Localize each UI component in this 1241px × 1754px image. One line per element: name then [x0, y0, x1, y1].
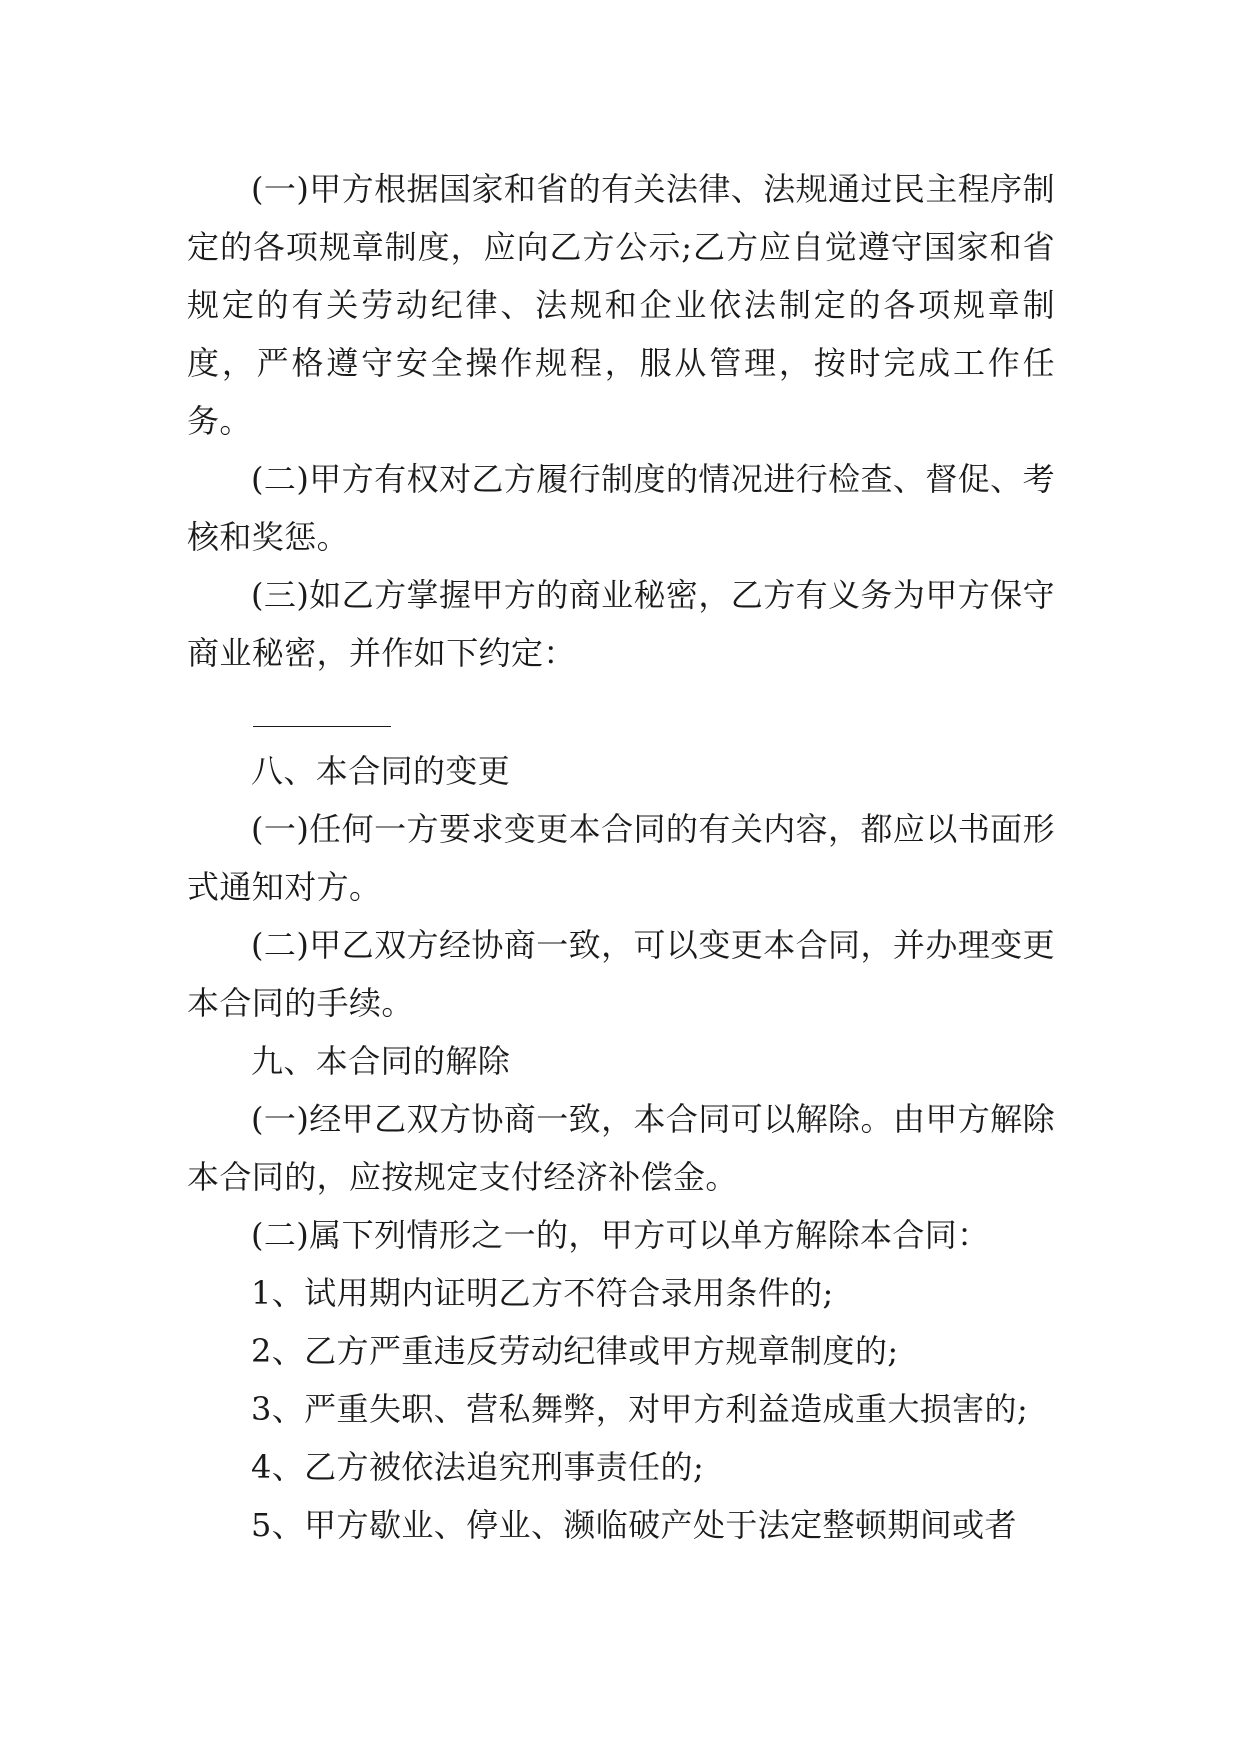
blank-underline: [253, 726, 391, 727]
document-page: [187, 160, 1055, 1554]
list-item-4: 4、乙方被依法追究刑事责任的;: [251, 1448, 705, 1486]
section-9-heading: 九、本合同的解除: [251, 1042, 511, 1080]
clause-9-1-paragraph: (一)经甲乙双方协商一致，本合同可以解除。由甲方解除本合同的，应按规定支付经济补偿金。: [187, 1100, 1055, 1196]
list-item-2: 2、乙方严重违反劳动纪律或甲方规章制度的;: [251, 1332, 899, 1370]
clause-7-2-paragraph: (二)甲方有权对乙方履行制度的情况进行检查、督促、考核和奖惩。: [187, 460, 1055, 556]
clause-7-1-paragraph: (一)甲方根据国家和省的有关法律、法规通过民主程序制定的各项规章制度，应向乙方公示;乙方应自觉遵守国家和省规定的有关劳动纪律、法规和企业依法制定的各项规章制度，严格遵守安全操作规程，服从管理，按时完成工作任务。: [187, 170, 1055, 440]
list-item-3: 3、严重失职、营私舞弊，对甲方利益造成重大损害的;: [251, 1390, 1029, 1428]
clause-8-1-paragraph: (一)任何一方要求变更本合同的有关内容，都应以书面形式通知对方。: [187, 810, 1055, 906]
fill-in-blank-line: [187, 684, 1055, 742]
clause-7-3-paragraph: (三)如乙方掌握甲方的商业秘密，乙方有义务为甲方保守商业秘密，并作如下约定：: [187, 576, 1055, 672]
clause-9-2-paragraph: (二)属下列情形之一的，甲方可以单方解除本合同：: [251, 1216, 990, 1254]
clause-8-2-paragraph: (二)甲乙双方经协商一致，可以变更本合同，并办理变更本合同的手续。: [187, 926, 1055, 1022]
section-8-heading: 八、本合同的变更: [251, 752, 511, 790]
list-item-1: 1、试用期内证明乙方不符合录用条件的;: [251, 1274, 834, 1312]
list-item-5: 5、甲方歇业、停业、濒临破产处于法定整顿期间或者: [251, 1506, 1017, 1544]
